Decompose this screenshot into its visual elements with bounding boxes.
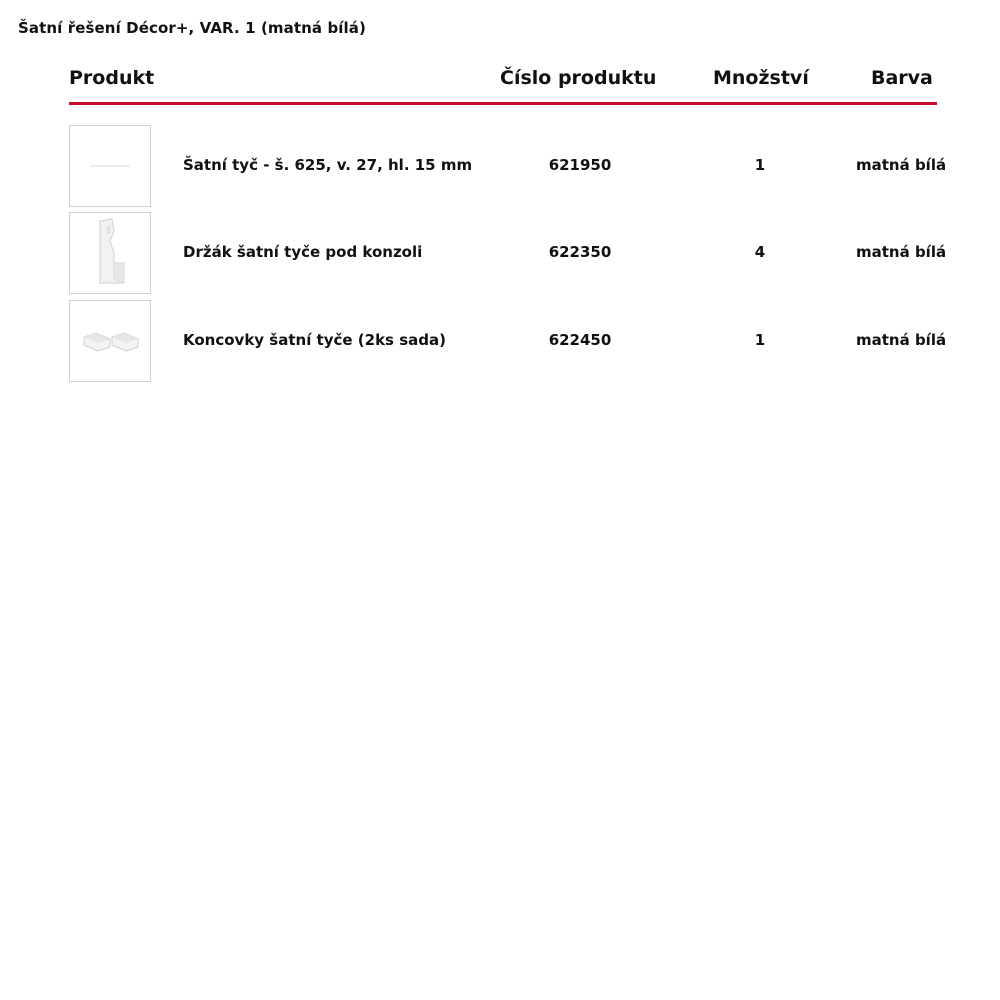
product-color: matná bílá — [856, 243, 947, 261]
product-code: 622350 — [548, 243, 612, 261]
column-header-quantity: Množství — [713, 67, 809, 89]
product-quantity: 1 — [754, 156, 766, 174]
product-thumbnail-rod[interactable] — [69, 125, 151, 207]
table-row — [0, 125, 1000, 207]
table-row — [0, 212, 1000, 294]
product-quantity: 1 — [754, 331, 766, 349]
product-code: 621950 — [548, 156, 612, 174]
product-color: matná bílá — [856, 331, 947, 349]
product-name: Držák šatní tyče pod konzoli — [183, 243, 423, 261]
product-code: 622450 — [548, 331, 612, 349]
product-name: Koncovky šatní tyče (2ks sada) — [183, 331, 446, 349]
product-thumbnail-holder[interactable] — [69, 212, 151, 294]
column-header-product: Produkt — [69, 67, 155, 89]
holder-image — [70, 213, 150, 293]
product-quantity: 4 — [754, 243, 766, 261]
table-row — [0, 300, 1000, 382]
column-header-color: Barva — [871, 67, 933, 89]
product-color: matná bílá — [856, 156, 947, 174]
end-caps-image — [70, 301, 150, 381]
header-divider — [69, 102, 937, 105]
page-title: Šatní řešení Décor+, VAR. 1 (matná bílá) — [18, 19, 366, 37]
product-name: Šatní tyč - š. 625, v. 27, hl. 15 mm — [183, 156, 473, 174]
product-thumbnail-end-caps[interactable] — [69, 300, 151, 382]
rod-image — [70, 126, 150, 206]
column-header-product-code: Číslo produktu — [500, 67, 657, 89]
